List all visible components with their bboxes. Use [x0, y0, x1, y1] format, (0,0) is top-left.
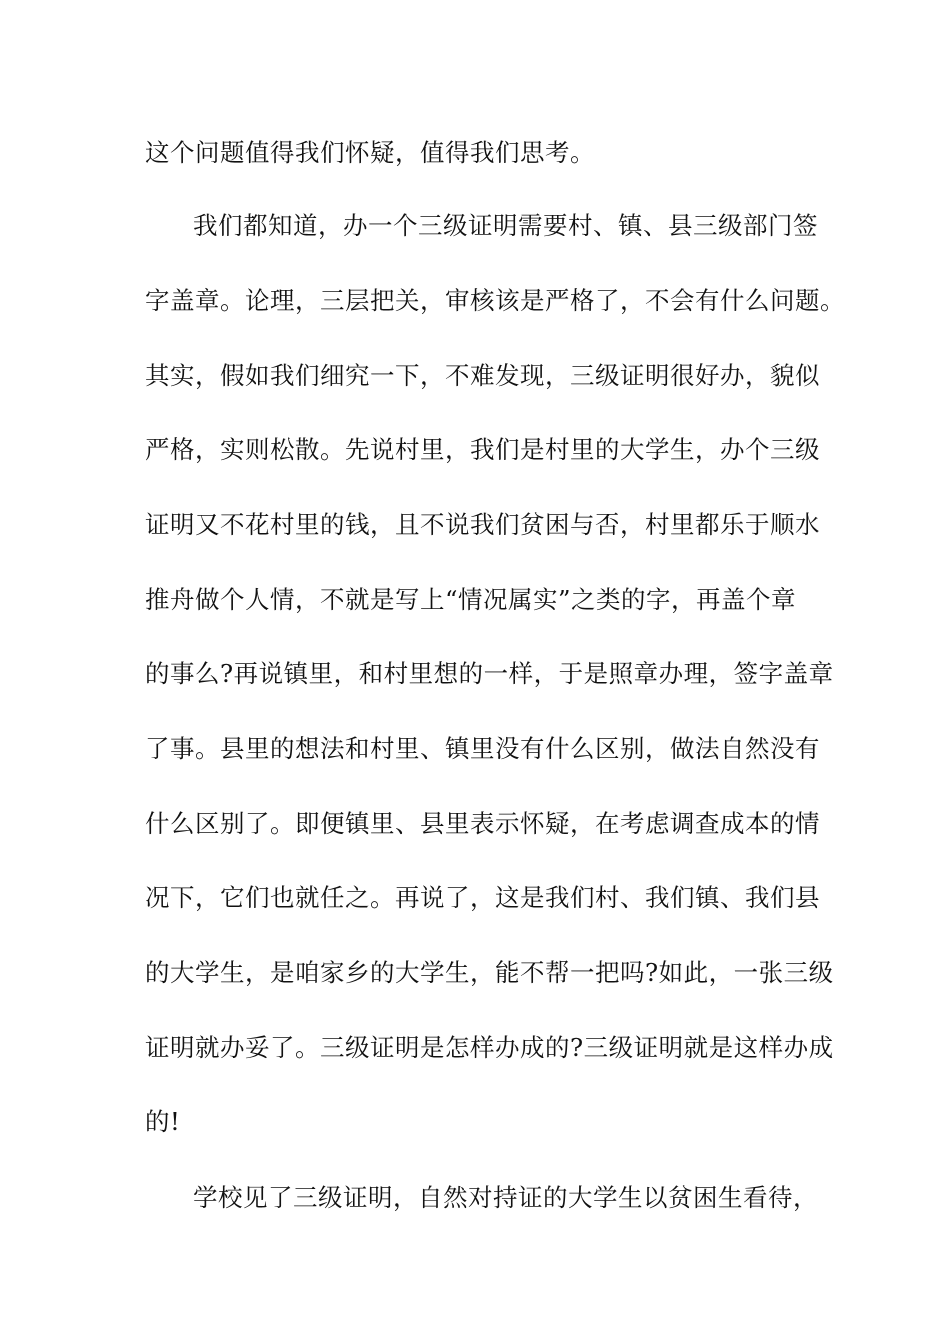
- paragraph-first-line: 我们都知道，办一个三级证明需要村、镇、县三级部门签: [193, 211, 818, 240]
- text-line: 其实，假如我们细究一下，不难发现，三级证明很好办，貌似: [145, 361, 820, 390]
- text-line: 这个问题值得我们怀疑，值得我们思考。: [145, 138, 595, 167]
- text-line: 证明又不花村里的钱，且不说我们贫困与否，村里都乐于顺水: [145, 510, 820, 539]
- text-line: 的事么?再说镇里，和村里想的一样，于是照章办理，签字盖章: [145, 659, 834, 688]
- text-line: 的!: [145, 1107, 181, 1136]
- text-line: 证明就办妥了。三级证明是怎样办成的?三级证明就是这样办成: [145, 1033, 834, 1062]
- text-line: 字盖章。论理，三层把关，审核该是严格了，不会有什么问题。: [145, 286, 845, 315]
- text-line: 况下，它们也就任之。再说了，这是我们村、我们镇、我们县: [145, 883, 820, 912]
- text-line: 推舟做个人情，不就是写上“情况属实”之类的字，再盖个章: [145, 585, 797, 614]
- text-line: 严格，实则松散。先说村里，我们是村里的大学生，办个三级: [145, 435, 820, 464]
- text-line: 什么区别了。即便镇里、县里表示怀疑，在考虑调查成本的情: [145, 809, 820, 838]
- paragraph-first-line: 学校见了三级证明，自然对持证的大学生以贫困生看待，: [193, 1183, 818, 1212]
- text-line: 了事。县里的想法和村里、镇里没有什么区别，做法自然没有: [145, 734, 820, 763]
- text-line: 的大学生，是咱家乡的大学生，能不帮一把吗?如此，一张三级: [145, 958, 834, 987]
